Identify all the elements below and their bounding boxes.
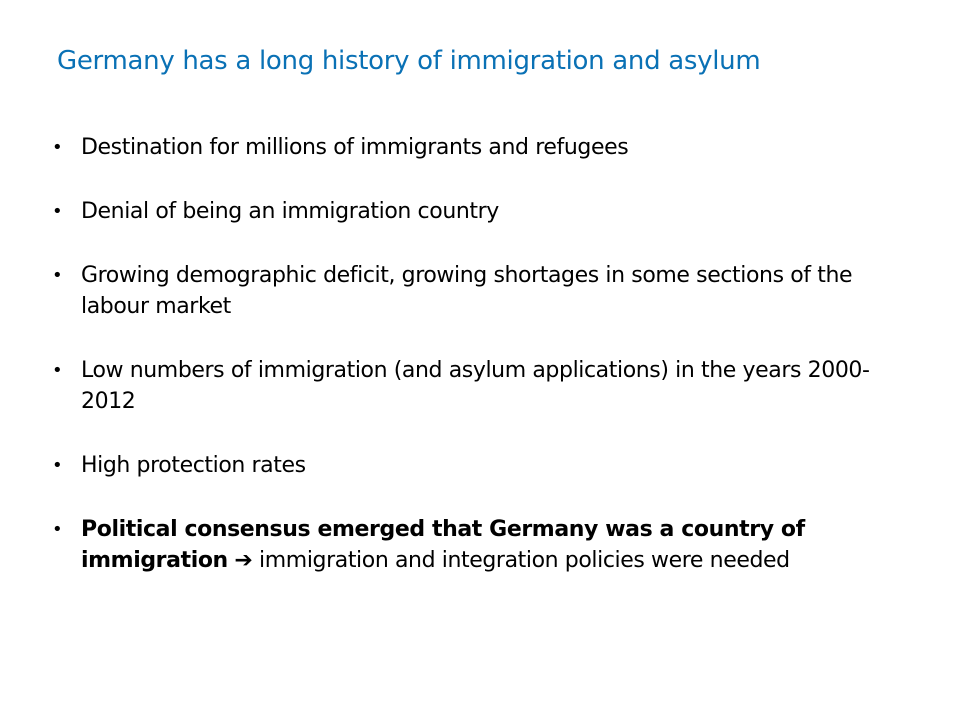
bullet-glyph: • <box>52 265 63 286</box>
bullet-bold-text: Political consensus emerged that Germany was a country of immigration <box>81 517 805 573</box>
bullet-text: immigration and integration policies were needed <box>259 548 790 573</box>
bullet-list <box>52 132 912 609</box>
bullet-glyph: • <box>52 519 63 540</box>
bullet-text: Growing demographic deficit, growing shortages in some sections of the labour market <box>81 263 853 319</box>
slide-title: Germany has a long history of immigration and asylum <box>57 46 761 76</box>
bullet-text: Destination for millions of immigrants and refugees <box>81 135 629 160</box>
bullet-text: High protection rates <box>81 453 306 478</box>
bullet-glyph: • <box>52 137 63 158</box>
bullet-item <box>52 450 912 481</box>
arrow-icon: ➔ <box>234 548 253 573</box>
bullet-text: Low numbers of immigration (and asylum applications) in the years 2000-2012 <box>81 358 870 414</box>
bullet-item <box>52 132 912 163</box>
bullet-glyph: • <box>52 201 63 222</box>
bullet-text: Denial of being an immigration country <box>81 199 499 224</box>
bullet-item <box>52 260 912 322</box>
bullet-item <box>52 514 912 576</box>
bullet-glyph: • <box>52 455 63 476</box>
bullet-glyph: • <box>52 360 63 381</box>
bullet-item <box>52 355 912 417</box>
bullet-item <box>52 196 912 227</box>
